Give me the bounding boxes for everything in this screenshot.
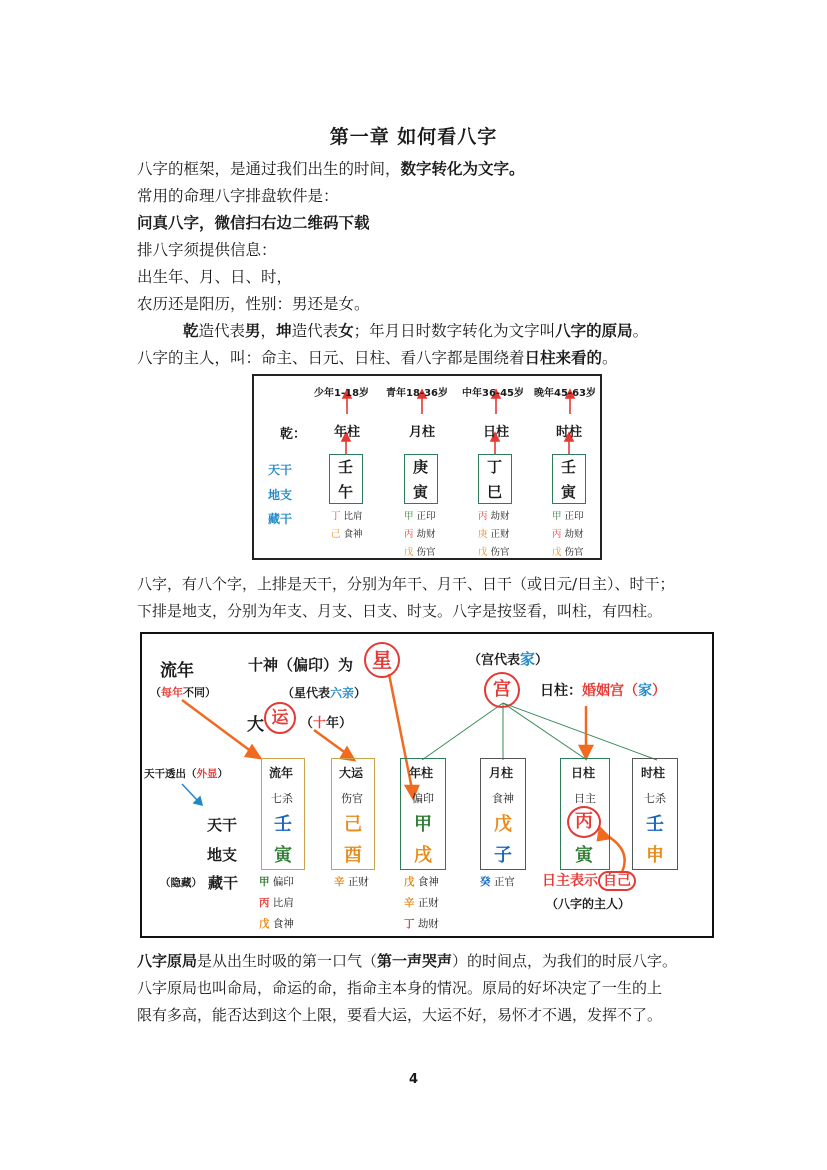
intro-line-6: 农历还是阳历，性别：男还是女。 (137, 295, 370, 313)
col-shishen-liunian: 七杀 (271, 792, 293, 805)
intro-line-5: 出生年、月、日、时， (137, 268, 293, 286)
bottom-line-2: 八字原局也叫命局，命运的命，指命主本身的情况。原局的好坏决定了一生的上 (137, 979, 663, 997)
col-shishen-year: 偏印 (412, 792, 434, 805)
col-stem-year: 甲 (414, 814, 432, 835)
col-header-dayun: 大运 (339, 766, 364, 780)
col-shishen-dayun: 伤官 (341, 792, 363, 805)
branch-month: 寅 (413, 483, 429, 501)
col-shishen-day: 日主 (574, 792, 596, 805)
col-stem-liunian: 壬 (274, 814, 292, 835)
rizhu-palace-note: 日柱：婚姻宫（家） (540, 683, 666, 699)
intro-line-4: 排八字须提供信息： (137, 241, 277, 259)
col-header-month: 月柱 (489, 766, 514, 780)
intro-line-1: 八字的框架，是通过我们出生的时间，数字转化为文字。 (137, 160, 525, 178)
col-stem-month: 戊 (494, 814, 512, 835)
qian-label: 乾： (280, 427, 307, 442)
bazi-structure-figure (140, 632, 714, 938)
row-label-canggan: 藏干 (268, 512, 293, 526)
col-stem-day-circle: 丙 (567, 806, 601, 838)
stem-year: 壬 (338, 458, 354, 476)
hidden-stems-year: 丁 比肩 己 食神 (331, 511, 363, 540)
da-label: 大 (247, 715, 264, 735)
bottom-line-1: 八字原局是从出生时吸的第一口气（第一声哭声）的时间点，为我们的时辰八字。 (137, 952, 678, 970)
mid-line-1: 八字，有八个字，上排是天干，分别为年干、月干、日干（或日元/日主）、时干； (137, 575, 675, 593)
age-stage-1: 少年1-18岁 (314, 388, 370, 399)
col-branch-year: 戌 (414, 845, 432, 866)
gong-daibiao-note: （宫代表家） (468, 650, 549, 668)
canggan-label: 藏干 (208, 874, 239, 892)
pillar-month-header: 月柱 (409, 425, 436, 440)
intro-line-3: 问真八字，微信扫右边二维码下载 (137, 214, 370, 232)
bottom-line-3: 限有多高，能否达到这个上限，要看大运，大运不好，易怀才不遇，发挥不了。 (137, 1006, 663, 1024)
pillar-year-header: 年柱 (334, 425, 361, 440)
col-header-year: 年柱 (409, 766, 434, 780)
yincang-note: （隐藏） (160, 877, 202, 889)
page-number: 4 (408, 1072, 419, 1087)
gong-circle: 宫 (484, 672, 520, 708)
branch-day: 巳 (487, 483, 503, 501)
col-branch-liunian: 寅 (274, 845, 292, 866)
col-branch-month: 子 (494, 845, 512, 866)
yun-circle: 运 (264, 702, 296, 734)
branch-year: 午 (338, 483, 354, 501)
hidden-stems-day: 丙 劫财 庚 正财 戊 伤官 (478, 511, 510, 558)
intro-line-7: 乾造代表男，坤造代表女；年月日时数字转化为文字叫八字的原局。 (183, 322, 649, 340)
hidden-stems-month: 甲 正印 丙 劫财 戊 伤官 (404, 511, 436, 558)
hidden-year: 戊 食神 辛 正财 丁 劫财 (404, 876, 439, 930)
col-shishen-hour: 七杀 (644, 792, 666, 805)
hidden-dayun: 辛 正财 (334, 876, 369, 888)
shinian-note: （十年） (300, 716, 353, 731)
age-stage-3: 中年36-45岁 (462, 388, 524, 399)
col-header-day: 日柱 (571, 766, 596, 780)
col-stem-hour: 壬 (646, 814, 664, 835)
hidden-stems-hour: 甲 正印 丙 劫财 戊 伤官 (552, 511, 584, 558)
liunian-label: 流年 (160, 661, 194, 681)
dizhi-label: 地支 (207, 846, 238, 864)
stem-month: 庚 (413, 458, 429, 476)
bazi-chart-figure (252, 374, 602, 560)
row-label-tiangan: 天干 (268, 463, 293, 477)
stem-day: 丁 (487, 458, 503, 476)
pillar-day-header: 日柱 (483, 425, 510, 440)
rizhu-self-note: 日主表示 自己 (542, 870, 636, 890)
col-header-liunian: 流年 (269, 766, 294, 780)
col-stem-dayun: 己 (344, 814, 362, 835)
tiangan-label: 天干 (207, 816, 238, 834)
col-branch-day: 寅 (575, 845, 593, 866)
chapter-title: 第一章 如何看八字 (329, 126, 498, 148)
branch-hour: 寅 (561, 483, 577, 501)
col-header-hour: 时柱 (641, 766, 666, 780)
age-stage-2: 青年18-36岁 (386, 388, 448, 399)
intro-line-2: 常用的命理八字排盘软件是： (137, 187, 339, 205)
stem-hour: 壬 (561, 458, 577, 476)
pillar-hour-header: 时柱 (556, 425, 583, 440)
col-branch-hour: 申 (646, 845, 664, 866)
bazi-owner-note: （八字的主人） (546, 897, 631, 911)
age-stage-4: 晚年45-63岁 (534, 388, 596, 399)
shishen-label: 十神（偏印）为 (248, 656, 354, 674)
mid-line-2: 下排是地支，分别为年支、月支、日支、时支。八字是按竖看，叫柱，有四柱。 (137, 602, 663, 620)
row-label-dizhi: 地支 (268, 488, 293, 502)
xing-daibiao-note: （星代表六亲） (282, 686, 367, 700)
col-branch-dayun: 酉 (344, 845, 362, 866)
xing-circle: 星 (364, 642, 400, 678)
meinian-note: （每年不同） (150, 686, 216, 699)
hidden-month: 癸 正官 (480, 876, 515, 888)
hidden-liunian: 甲 偏印 丙 比肩 戊 食神 (259, 876, 294, 930)
intro-line-8: 八字的主人，叫：命主、日元、日柱、看八字都是围绕着日柱来看的。 (137, 349, 618, 367)
tougan-note: 天干透出（外显） (144, 768, 228, 780)
col-shishen-month: 食神 (492, 792, 514, 805)
